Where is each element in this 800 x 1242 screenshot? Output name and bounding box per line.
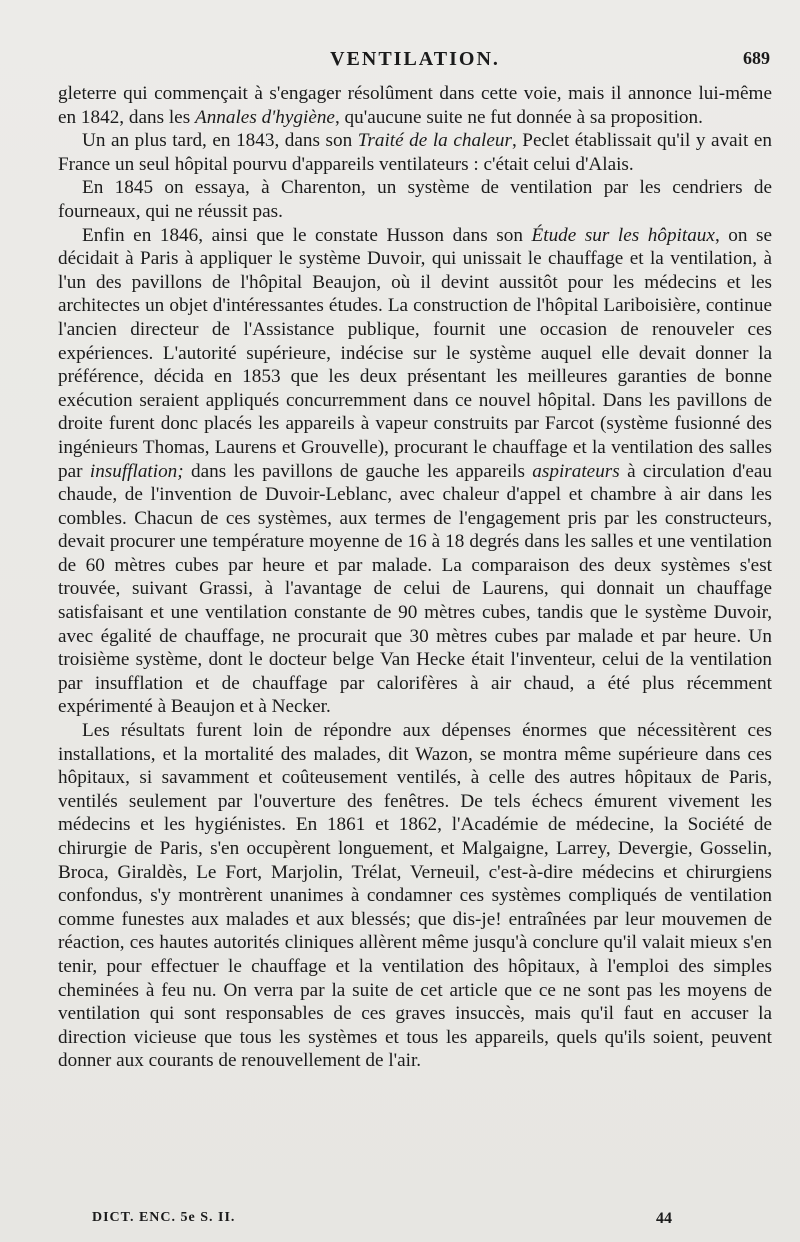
paragraph xyxy=(58,129,772,176)
article-body xyxy=(58,82,772,1073)
paragraph-text: , qu'aucune suite ne fut donnée à sa proposition. xyxy=(334,106,703,128)
paragraph xyxy=(58,176,772,223)
italic-text: Étude sur les hôpitaux xyxy=(531,224,715,246)
paragraph-text: Un an plus tard, en 1843, dans son xyxy=(82,130,358,152)
italic-text: Annales d'hygiène xyxy=(194,106,335,128)
sheet-number: 44 xyxy=(656,1210,672,1227)
paragraph xyxy=(58,224,772,719)
paragraph-text: En 1845 on essaya, à Charenton, un système de ventilation par les cendriers de fourneaux, qui ne réussit pas. xyxy=(58,177,772,222)
italic-text: aspirateurs xyxy=(532,460,620,482)
italic-text: insufflation; xyxy=(89,460,184,482)
paragraph-text: , on se décidait à Paris à appliquer le système Duvoir, qui unissait le chauffage et la ventilation, à l'un des pavillons de l'hôpital Beaujon, où il devint aussitôt pour les médecins et les architectes un objet d'intéressantes études. La construction de l'hôpital Lariboisière, continue l'ancien directeur de l'Assistance publique, fournit une occasion de renouveler ces expériences. L'autorité supérieure, indécise sur le système auquel elle devait donner la préférence, décida en 1853 que les deux présentant les meilleures garanties de bonne exécution seraient appliqués concurremment dans ce nouvel hôpital. Dans les pavillons de droite furent donc placés les appareils à vapeur construits par Farcot (système fusionné des ingénieurs Thomas, Laurens et Grouvelle), procurant le chauffage et la ventilation des salles par xyxy=(58,224,773,482)
paragraph xyxy=(58,82,772,129)
paragraph-text: Enfin en 1846, ainsi que le constate Husson dans son xyxy=(82,224,532,246)
paragraph-text: à circulation d'eau chaude, de l'invention de Duvoir-Leblanc, avec chaleur d'appel et chambre à air dans les combles. Chacun de ces systèmes, aux termes de l'engagement pris par les constructeurs, devait procurer une température moyenne de 16 à 18 degrés dans les salles et une ventilation de 60 mètres cubes par heure et par malade. La comparaison des deux systèmes s'est trouvée, suivant Grassi, à l'avantage de celui de Laurens, qui donnait un chauffage satisfaisant et une ventilation constante de 90 mètres cubes, tandis que le système Duvoir, avec égalité de chauffage, ne procurait que 30 mètres cubes par malade et par heure. Un troisième système, dont le docteur belge Van Hecke était l'inventeur, celui de la ventilation par insufflation et de chauffage par calorifères à air chaud, a été plus récemment expérimenté à Beaujon et à Necker. xyxy=(58,460,772,718)
paragraph-text: Les résultats furent loin de répondre aux dépenses énormes que nécessitèrent ces installations, et la mortalité des malades, dit Wazon, se montra même supérieure dans ces hôpitaux, si savamment et coûteusement ventilés, à celle des autres hôpitaux de Paris, ventilés seulement par l'ouverture des fenêtres. De tels échecs émurent vivement les médecins et les hygiénistes. En 1861 et 1862, l'Académie de médecine, la Société de chirurgie de Paris, s'en occupèrent longuement, et Malgaigne, Larrey, Devergie, Gosselin, Broca, Giraldès, Le Fort, Marjolin, Trélat, Verneuil, c'est-à-dire médecins et chirurgiens confondus, s'y montrèrent unanimes à condamner ces systèmes compliqués de ventilation comme funestes aux malades et aux blessés; que dis-je! entraînées par leur mouvemen de réaction, ces hautes autorités cliniques allèrent même jusqu'à conclure qu'il valait mieux s'en tenir, pour effectuer le chauffage et la ventilation des hôpitaux, à l'emploi des simples cheminées à feu nu. On verra par la suite de cet article que ce ne sont pas les moyens de ventilation qui sont responsables de ces graves insuccès, mais qu'il faut en accuser la direction vicieuse que tous les systèmes et tous les appareils, quels qu'ils soient, peuvent donner aux courants de renouvellement de l'air. xyxy=(58,720,772,1072)
running-head xyxy=(58,48,772,76)
paragraph-text: dans les pavillons de gauche les appareils xyxy=(183,460,533,482)
page-number: 689 xyxy=(743,48,770,68)
running-title: VENTILATION. xyxy=(330,48,500,70)
paragraph-text: gleterre qui commençait à s'engager résolûment dans cette voie, mais il annonce lui-même en 1842, dans les xyxy=(58,83,772,128)
paragraph-text: , Peclet établissait qu'il y avait en France un seul hôpital pourvu d'appareils ventilateurs : c'était celui d'Alais. xyxy=(58,130,773,175)
paragraph xyxy=(58,719,772,1073)
sheet-signature: DICT. ENC. 5e S. II. xyxy=(92,1210,236,1225)
italic-text: Traité de la chaleur xyxy=(357,130,512,152)
